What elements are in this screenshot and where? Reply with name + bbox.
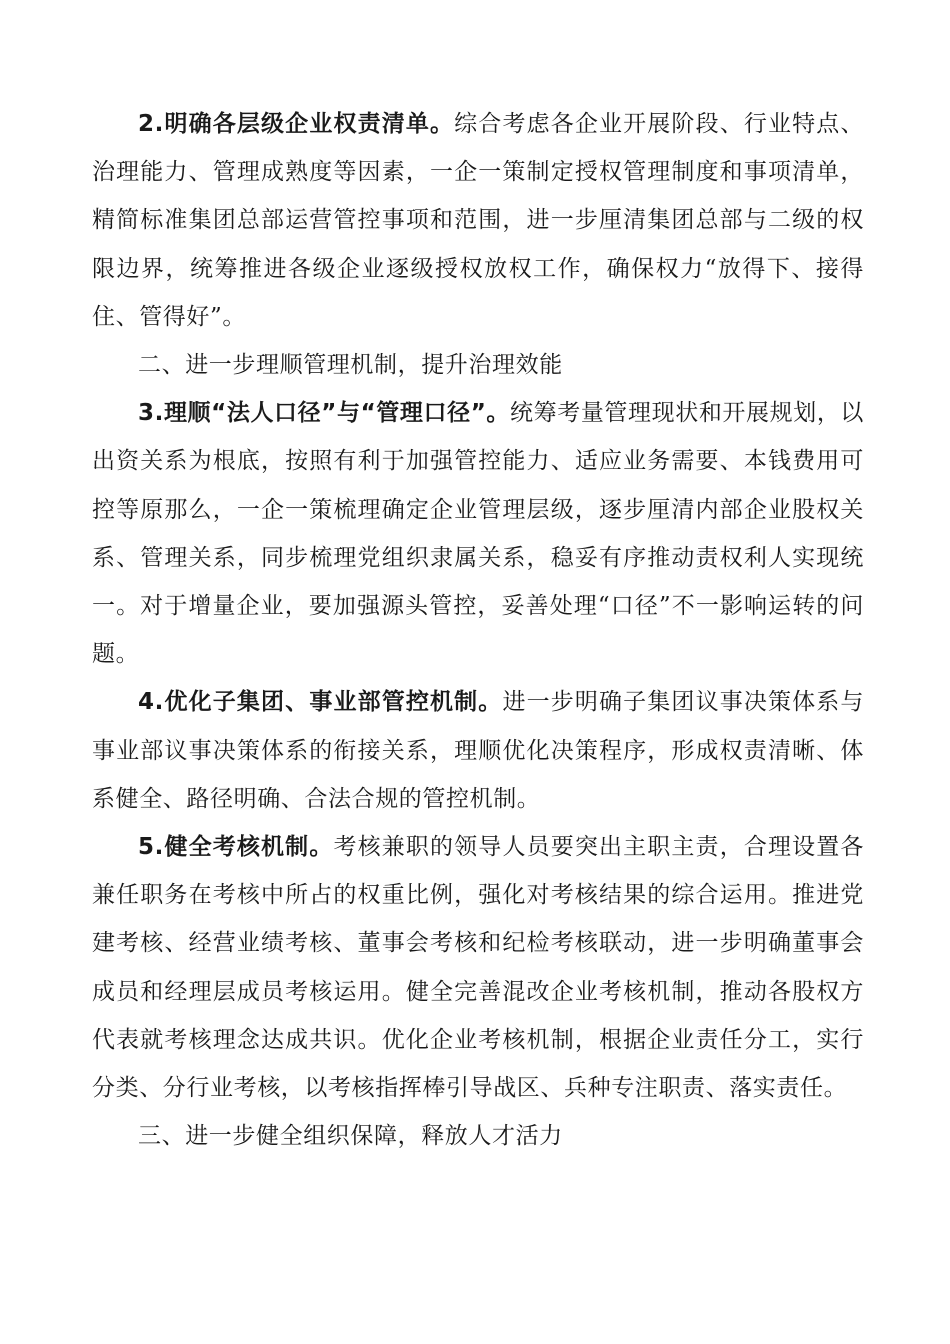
- section-heading-3: 三、进一步健全组织保障，释放人才活力: [138, 1123, 563, 1150]
- paragraph-2: [92, 100, 864, 341]
- section-heading-2: 二、进一步理顺管理机制，提升治理效能: [138, 352, 563, 379]
- paragraph-3-body: 统筹考量管理现状和开展规划，以出资关系为根底，按照有利于加强管控能力、适应业务需要、本钱费用可控等原那么，一企一策梳理确定企业管理层级，逐步厘清内部企业股权关系、管理关系，同步梳理党组织隶属关系，稳妥有序推动责权利人实现统一。对于增量企业，要加强源头管控，妥善处理“口径”不一影响运转的问题。: [92, 400, 865, 668]
- paragraph-5-body: 考核兼职的领导人员要突出主职主责，合理设置各兼任职务在考核中所占的权重比例，强化对考核结果的综合运用。推进党建考核、经营业绩考核、董事会考核和纪检考核联动，进一步明确董事会成员和经理层成员考核运用。健全完善混改企业考核机制，推动各股权方代表就考核理念达成共识。优化企业考核机制，根据企业责任分工，实行分类、分行业考核，以考核指挥棒引导战区、兵种专注职责、落实责任。: [92, 834, 864, 1102]
- paragraph-3-lead: 3.理顺“法人口径”与“管理口径”。: [138, 400, 511, 427]
- paragraph-4-body: 进一步明确子集团议事决策体系与事业部议事决策体系的衔接关系，理顺优化决策程序，形成权责清晰、体系健全、路径明确、合法合规的管控机制。: [92, 689, 865, 812]
- paragraph-2-lead: 2.明确各层级企业权责清单。: [138, 111, 455, 137]
- paragraph-5: [92, 823, 864, 1112]
- document-page: [92, 100, 864, 1160]
- paragraph-2-body: 综合考虑各企业开展阶段、行业特点、治理能力、管理成熟度等因素，一企一策制定授权管理制度和事项清单，精简标准集团总部运营管控事项和范围，进一步厘清集团总部与二级的权限边界，统筹推进各级企业逐级授权放权工作，确保权力“放得下、接得住、管得好”。: [92, 111, 865, 330]
- paragraph-3: [92, 389, 864, 678]
- paragraph-4: [92, 678, 864, 823]
- paragraph-5-lead: 5.健全考核机制。: [138, 834, 334, 861]
- paragraph-4-lead: 4.优化子集团、事业部管控机制。: [138, 689, 503, 716]
